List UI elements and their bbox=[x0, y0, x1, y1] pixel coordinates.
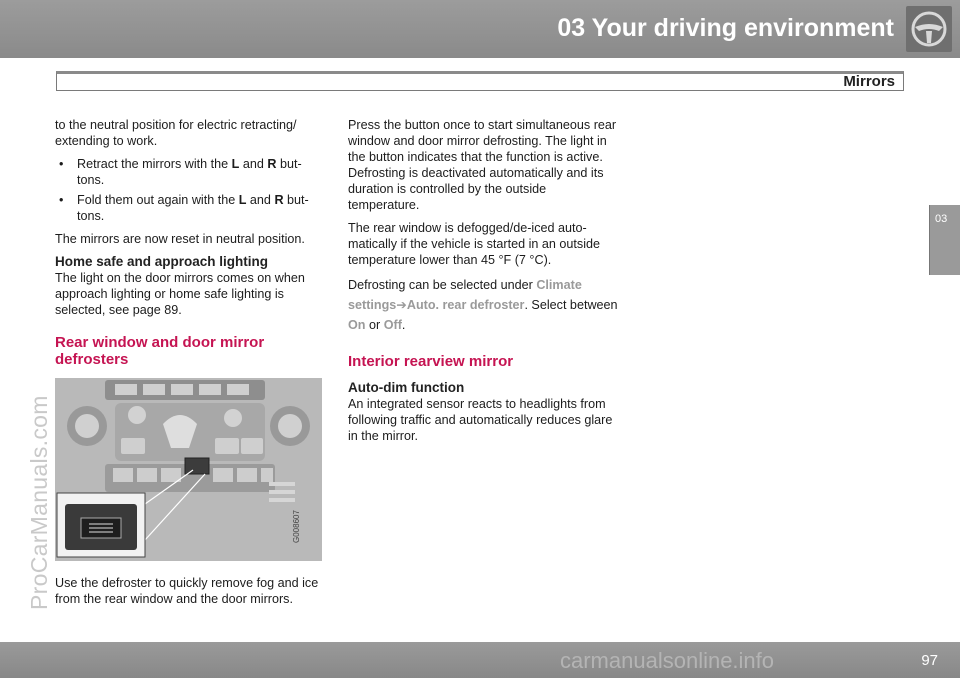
footer-watermark: carmanualsonline.info bbox=[560, 648, 775, 673]
home-safe-paragraph: The light on the door mirrors comes on when approach lighting or home safe lighting is selected, see page 89. bbox=[55, 271, 305, 317]
steering-wheel-icon bbox=[906, 6, 952, 52]
interior-mirror-heading: Interior rearview mirror bbox=[348, 353, 514, 370]
climate-panel-figure bbox=[55, 378, 322, 561]
right-column bbox=[348, 117, 620, 451]
bullet-list bbox=[55, 156, 325, 224]
page-number: 97 bbox=[921, 652, 938, 669]
bullet-fold-out: • Fold them out again with the L and R but-tons. bbox=[55, 192, 325, 224]
side-watermark: ProCarManuals.com bbox=[26, 395, 52, 610]
intro-paragraph: to the neutral position for electric retracting/ extending to work. bbox=[55, 118, 297, 148]
menu-climate-settings: Climate settings bbox=[348, 278, 582, 312]
menu-auto-rear-defroster: Auto. rear defroster bbox=[406, 298, 525, 312]
option-on: On bbox=[348, 318, 366, 332]
chapter-tab[interactable] bbox=[929, 205, 960, 275]
menu-arrow-icon: ➔ bbox=[396, 298, 407, 312]
defog-paragraph: The rear window is defogged/de-iced auto-matically if the vehicle is started in an outside temperature lower than 45 °F (7 °C). bbox=[348, 221, 600, 267]
footer-bar bbox=[0, 642, 960, 678]
defroster-heading: Rear window and door mirror defrosters bbox=[55, 334, 265, 368]
header-bar bbox=[0, 0, 960, 58]
figure-code: G008607 bbox=[292, 510, 301, 543]
auto-dim-heading: Auto-dim function bbox=[348, 380, 465, 395]
press-paragraph: Press the button once to start simultaneous rear window and door mirror defrosting. The light in the button indicates that the function is active. Defrosting is deactivated automatically and its duration is controlled by the outside temperature. bbox=[348, 118, 617, 212]
home-safe-heading: Home safe and approach lighting bbox=[55, 254, 269, 269]
chapter-tab-label: 03 bbox=[935, 213, 948, 225]
menu-path-paragraph: Defrosting can be selected under Climate settings➔Auto. rear defroster. Select between On or Off. bbox=[348, 278, 618, 332]
chapter-title: 03 Your driving environment bbox=[557, 14, 894, 42]
bullet-retract: • Retract the mirrors with the L and R but-tons. bbox=[55, 156, 325, 188]
reset-paragraph: The mirrors are now reset in neutral position. bbox=[55, 232, 305, 246]
auto-dim-paragraph: An integrated sensor reacts to headlights from following traffic and automatically reduces glare in the mirror. bbox=[348, 397, 613, 443]
option-off: Off bbox=[383, 318, 402, 332]
section-title: Mirrors bbox=[843, 73, 895, 90]
figure-caption: Use the defroster to quickly remove fog and ice from the rear window and the door mirrors. bbox=[55, 576, 319, 606]
left-column bbox=[55, 117, 325, 614]
section-header bbox=[56, 71, 904, 91]
